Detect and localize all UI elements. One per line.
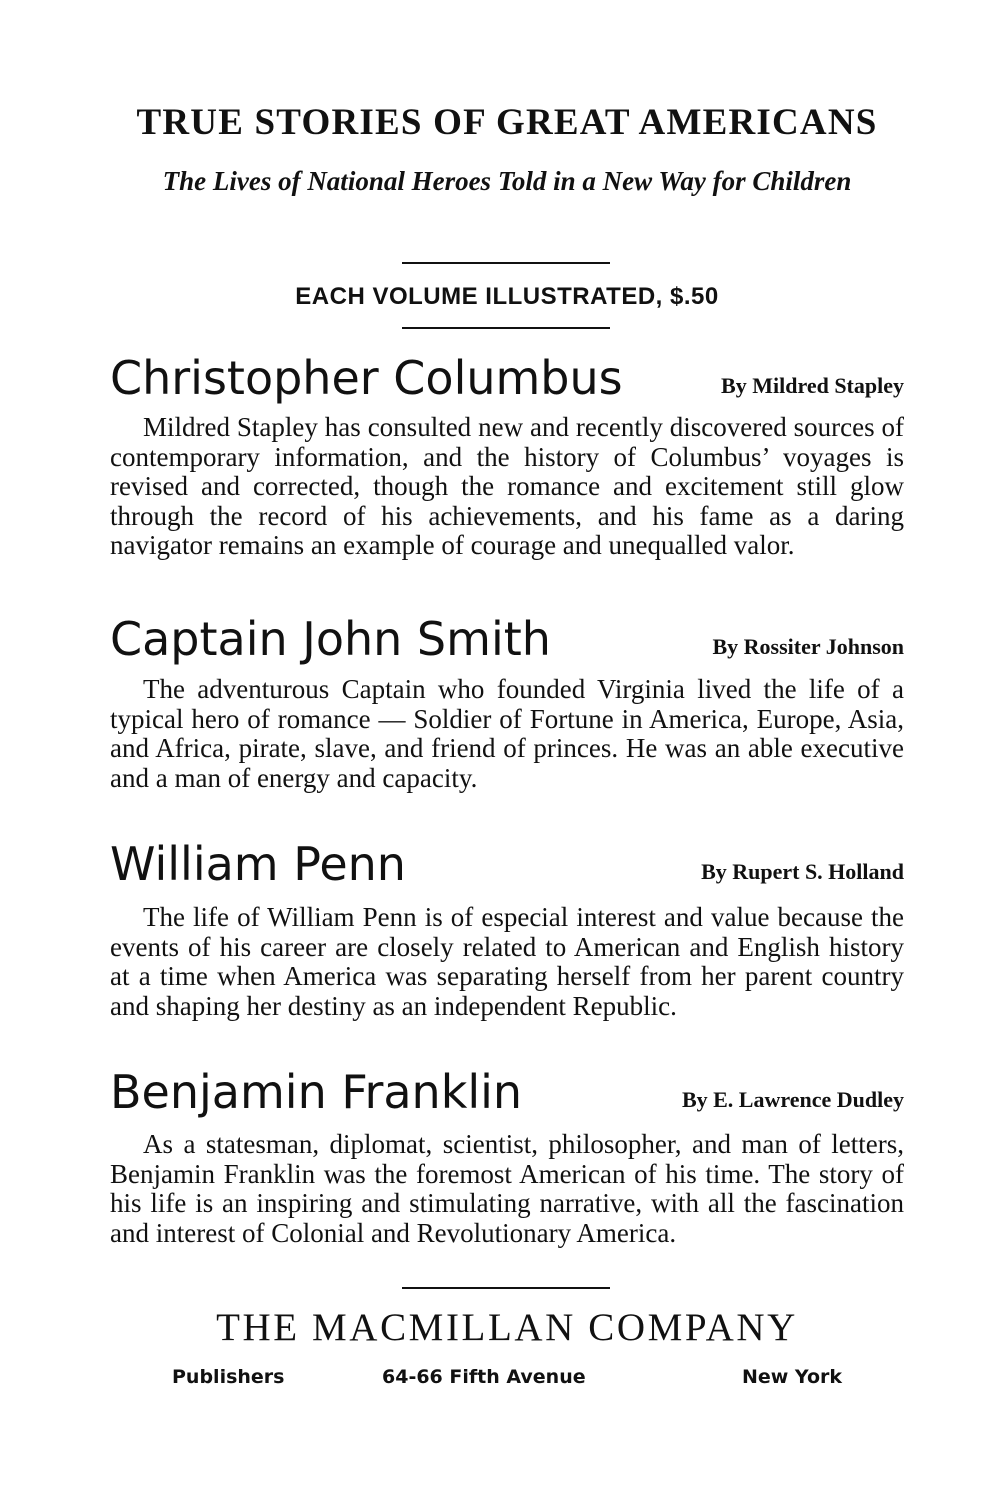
book-author: By Rupert S. Holland (701, 859, 904, 884)
book-description: The adventurous Captain who founded Virginia lived the life of a typical hero of romance — Soldier of Fortune in America, Europe, Asia, and Africa, pirate, slave, and friend of princes. He was an able executive and a man of energy and capacity. (110, 674, 904, 793)
divider-rule (402, 1287, 610, 1289)
book-entry-header (110, 1059, 904, 1125)
divider-rule (402, 327, 610, 329)
advertisement-page (110, 0, 904, 1498)
book-entry-header (110, 345, 904, 411)
book-title: Benjamin Franklin (110, 1065, 523, 1119)
publisher-name: THE MACMILLAN COMPANY (216, 1306, 798, 1349)
book-entry-header (110, 606, 904, 672)
series-title: TRUE STORIES OF GREAT AMERICANS (136, 102, 878, 143)
book-author: By E. Lawrence Dudley (681, 1087, 904, 1112)
book-description: Mildred Stapley has consulted new and recently discovered sources of contemporary information, and the history of Columbus’ voyages is revised and corrected, though the romance and excitement still glow through the record of his achievements, and his fame as a daring navigator remains an example of courage and unequalled valor. (110, 412, 904, 561)
publisher-city: New York (741, 1366, 842, 1388)
book-title: William Penn (110, 837, 406, 891)
series-subtitle: The Lives of National Heroes Told in a New Way for Children (162, 166, 852, 196)
price-line: EACH VOLUME ILLUSTRATED, $.50 (295, 283, 719, 310)
book-title: Captain John Smith (110, 612, 551, 666)
publisher-role: Publishers (172, 1366, 285, 1388)
publisher-details (172, 1360, 842, 1394)
divider-rule (402, 262, 610, 264)
book-description: The life of William Penn is of especial interest and value because the events of his career are closely related to American and English history at a time when America was separating herself from her parent country and shaping her destiny as an independent Republic. (110, 902, 904, 1021)
book-entry-header (110, 831, 904, 897)
book-author: By Rossiter Johnson (712, 634, 904, 659)
publisher-address: 64-66 Fifth Avenue (382, 1366, 586, 1388)
book-title: Christopher Columbus (110, 351, 623, 405)
book-author: By Mildred Stapley (721, 373, 904, 398)
book-description: As a statesman, diplomat, scientist, philosopher, and man of letters, Benjamin Franklin was the foremost American of his time. The story of his life is an inspiring and stimulating narrative, with all the fascination and interest of Colonial and Revolutionary America. (110, 1129, 904, 1248)
